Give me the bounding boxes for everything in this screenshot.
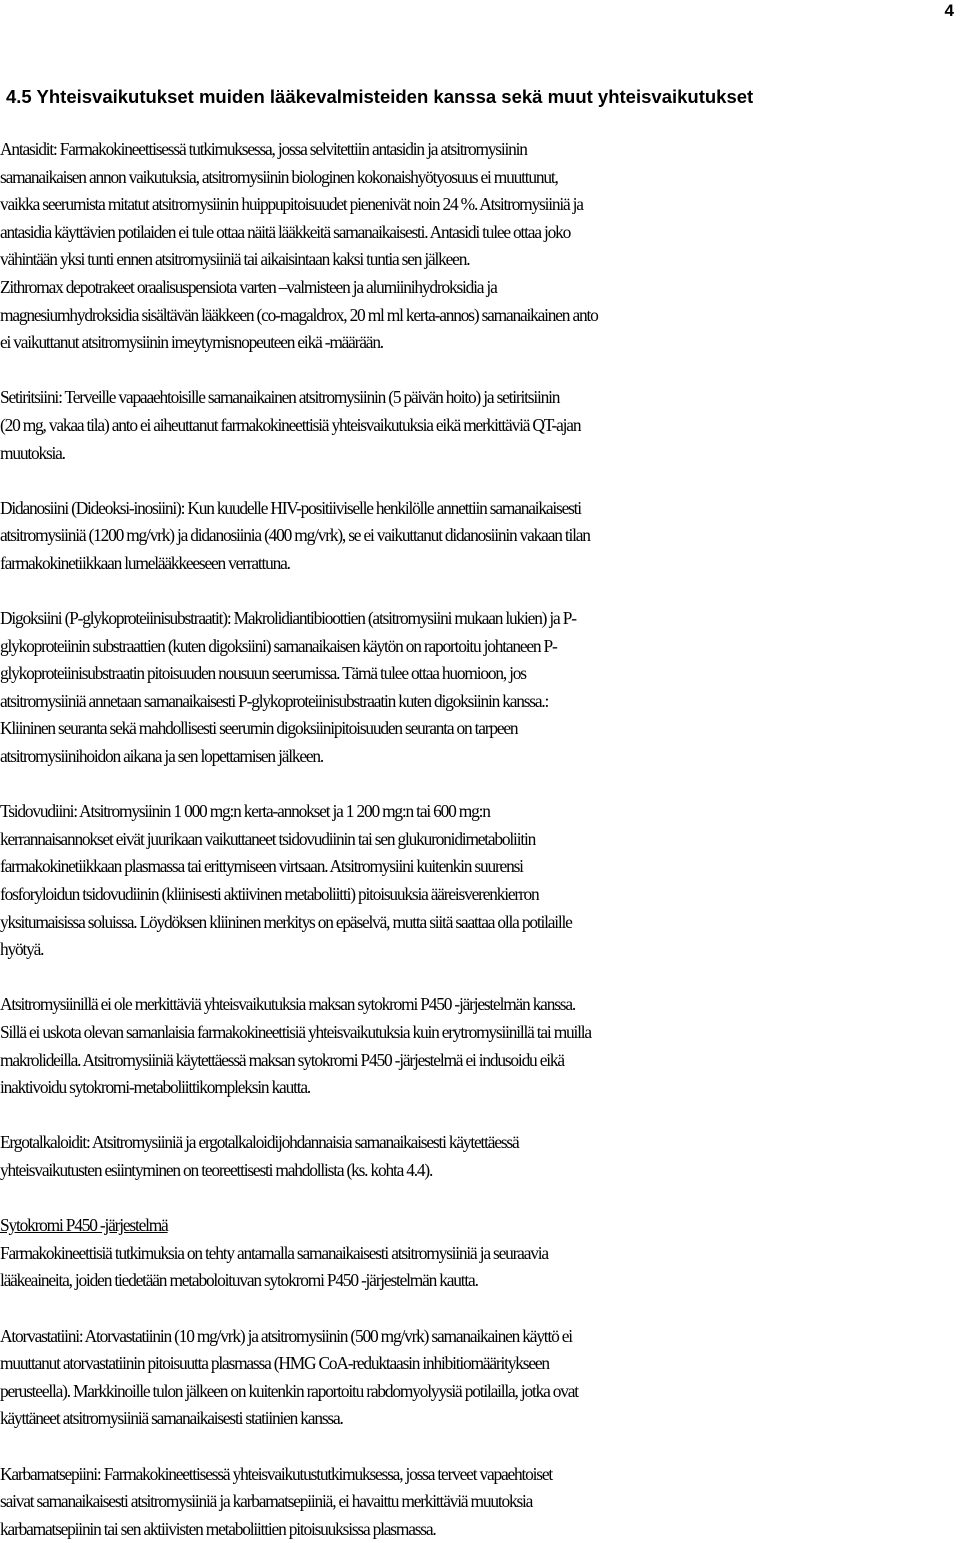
text-line: Digoksiini (P-glykoproteiinisubstraatit): Makrolidiantibioottien (atsitromysiini mukaan lukien) ja P- (0, 605, 955, 633)
section-heading: 4.5 Yhteisvaikutukset muiden lääkevalmisteiden kanssa sekä muut yhteisvaikutukset (6, 84, 951, 110)
text-line: ei vaikuttanut atsitromysiinin imeytymisnopeuteen eikä -määrään. (0, 329, 955, 357)
text-line: antasidia käyttävien potilaiden ei tule ottaa näitä lääkkeitä samanaikaisesti. Antasidi tulee ottaa joko (0, 219, 955, 247)
text-line: vähintään yksi tunti ennen atsitromysiiniä tai aikaisintaan kaksi tuntia sen jälkeen. (0, 246, 955, 274)
paragraph (0, 991, 955, 1101)
text-line: Antasidit: Farmakokineettisessä tutkimuksessa, jossa selvitettiin antasidin ja atsitromysiinin (0, 136, 955, 164)
subsection-title: Sytokromi P450 -järjestelmä (0, 1212, 955, 1240)
text-line: yhteisvaikutusten esiintyminen on teoreettisesti mahdollista (ks. kohta 4.4). (0, 1157, 955, 1185)
page-number: 4 (945, 0, 954, 22)
paragraph (0, 1212, 955, 1295)
text-line: Zithromax depotrakeet oraalisuspensiota varten –valmisteen ja alumiinihydroksidia ja (0, 274, 955, 302)
text-line: Didanosiini (Dideoksi-inosiini): Kun kuudelle HIV-positiiviselle henkilölle annettiin samanaikaisesti (0, 495, 955, 523)
paragraph (0, 798, 955, 964)
paragraph (0, 605, 955, 771)
text-line: kerrannaisannokset eivät juurikaan vaikuttaneet tsidovudiinin tai sen glukuronidimetaboliitin (0, 826, 955, 854)
paragraph (0, 495, 955, 578)
paragraph (0, 1129, 955, 1184)
text-line: lääkeaineita, joiden tiedetään metaboloituvan sytokromi P450 -järjestelmän kautta. (0, 1267, 955, 1295)
text-line: vaikka seerumista mitatut atsitromysiinin huippupitoisuudet pienenivät noin 24 %. Atsitromysiiniä ja (0, 191, 955, 219)
text-line: samanaikaisen annon vaikutuksia, atsitromysiinin biologinen kokonaishyötyosuus ei muuttunut, (0, 164, 955, 192)
text-line: Kliininen seuranta sekä mahdollisesti seerumin digoksiinipitoisuuden seuranta on tarpeen (0, 715, 955, 743)
paragraph (0, 1323, 955, 1433)
text-line: magnesiumhydroksidia sisältävän lääkkeen (co-magaldrox, 20 ml ml kerta-annos) samanaikainen anto (0, 302, 955, 330)
text-line: inaktivoidu sytokromi-metaboliittikompleksin kautta. (0, 1074, 955, 1102)
text-line: Farmakokineettisiä tutkimuksia on tehty antamalla samanaikaisesti atsitromysiiniä ja seuraavia (0, 1240, 955, 1268)
text-line: Atorvastatiini: Atorvastatiinin (10 mg/vrk) ja atsitromysiinin (500 mg/vrk) samanaikainen käyttö ei (0, 1323, 955, 1351)
paragraph (0, 1461, 955, 1543)
text-line: atsitromysiiniä (1200 mg/vrk) ja didanosiinia (400 mg/vrk), se ei vaikuttanut didanosiinin vakaan tilan (0, 522, 955, 550)
text-line: muuttanut atorvastatiinin pitoisuutta plasmassa (HMG CoA-reduktaasin inhibitiomääritykseen (0, 1350, 955, 1378)
text-line: karbamatsepiinin tai sen aktiivisten metaboliittien pitoisuuksissa plasmassa. (0, 1516, 955, 1543)
text-line: (20 mg, vakaa tila) anto ei aiheuttanut farmakokineettisiä yhteisvaikutuksia eikä merkittäviä QT-ajan (0, 412, 955, 440)
text-line: muutoksia. (0, 440, 955, 468)
text-line: Tsidovudiini: Atsitromysiinin 1 000 mg:n kerta-annokset ja 1 200 mg:n tai 600 mg:n (0, 798, 955, 826)
text-line: farmakokinetiikkaan plasmassa tai erittymiseen virtsaan. Atsitromysiini kuitenkin suurensi (0, 853, 955, 881)
text-line: atsitromysiinihoidon aikana ja sen lopettamisen jälkeen. (0, 743, 955, 771)
text-line: atsitromysiiniä annetaan samanaikaisesti P-glykoproteiinisubstraatin kuten digoksiinin kanssa.: (0, 688, 955, 716)
paragraph (0, 384, 955, 467)
text-line: Karbamatsepiini: Farmakokineettisessä yhteisvaikutustutkimuksessa, jossa terveet vapaehtoiset (0, 1461, 955, 1489)
text-line: saivat samanaikaisesti atsitromysiiniä ja karbamatsepiiniä, ei havaittu merkittäviä muutoksia (0, 1488, 955, 1516)
text-line: Sillä ei uskota olevan samanlaisia farmakokineettisiä yhteisvaikutuksia kuin erytromysiinillä tai muilla (0, 1019, 955, 1047)
text-line: Atsitromysiinillä ei ole merkittäviä yhteisvaikutuksia maksan sytokromi P450 -järjestelmän kanssa. (0, 991, 955, 1019)
text-line: käyttäneet atsitromysiiniä samanaikaisesti statiinien kanssa. (0, 1405, 955, 1433)
text-line: glykoproteiinin substraattien (kuten digoksiini) samanaikaisen käytön on raportoitu johtaneen P- (0, 633, 955, 661)
text-line: glykoproteiinisubstraatin pitoisuuden nousuun seerumissa. Tämä tulee ottaa huomioon, jos (0, 660, 955, 688)
text-line: Ergotalkaloidit: Atsitromysiiniä ja ergotalkaloidijohdannaisia samanaikaisesti käytettäessä (0, 1129, 955, 1157)
text-line: Setiritsiini: Terveille vapaaehtoisille samanaikainen atsitromysiinin (5 päivän hoito) ja setiritsiinin (0, 384, 955, 412)
text-line: yksitumaisissa soluissa. Löydöksen kliininen merkitys on epäselvä, mutta siitä saattaa olla potilaille (0, 909, 955, 937)
text-line: hyötyä. (0, 936, 955, 964)
text-line: perusteella). Markkinoille tulon jälkeen on kuitenkin raportoitu rabdomyolyysiä potilailla, jotka ovat (0, 1378, 955, 1406)
section-body (0, 136, 955, 1543)
text-line: fosforyloidun tsidovudiinin (kliinisesti aktiivinen metaboliitti) pitoisuuksia ääreisverenkierron (0, 881, 955, 909)
text-line: farmakokinetiikkaan lumelääkkeeseen verrattuna. (0, 550, 955, 578)
paragraph (0, 136, 955, 357)
text-line: makrolideilla. Atsitromysiiniä käytettäessä maksan sytokromi P450 -järjestelmä ei indusoidu eikä (0, 1047, 955, 1075)
